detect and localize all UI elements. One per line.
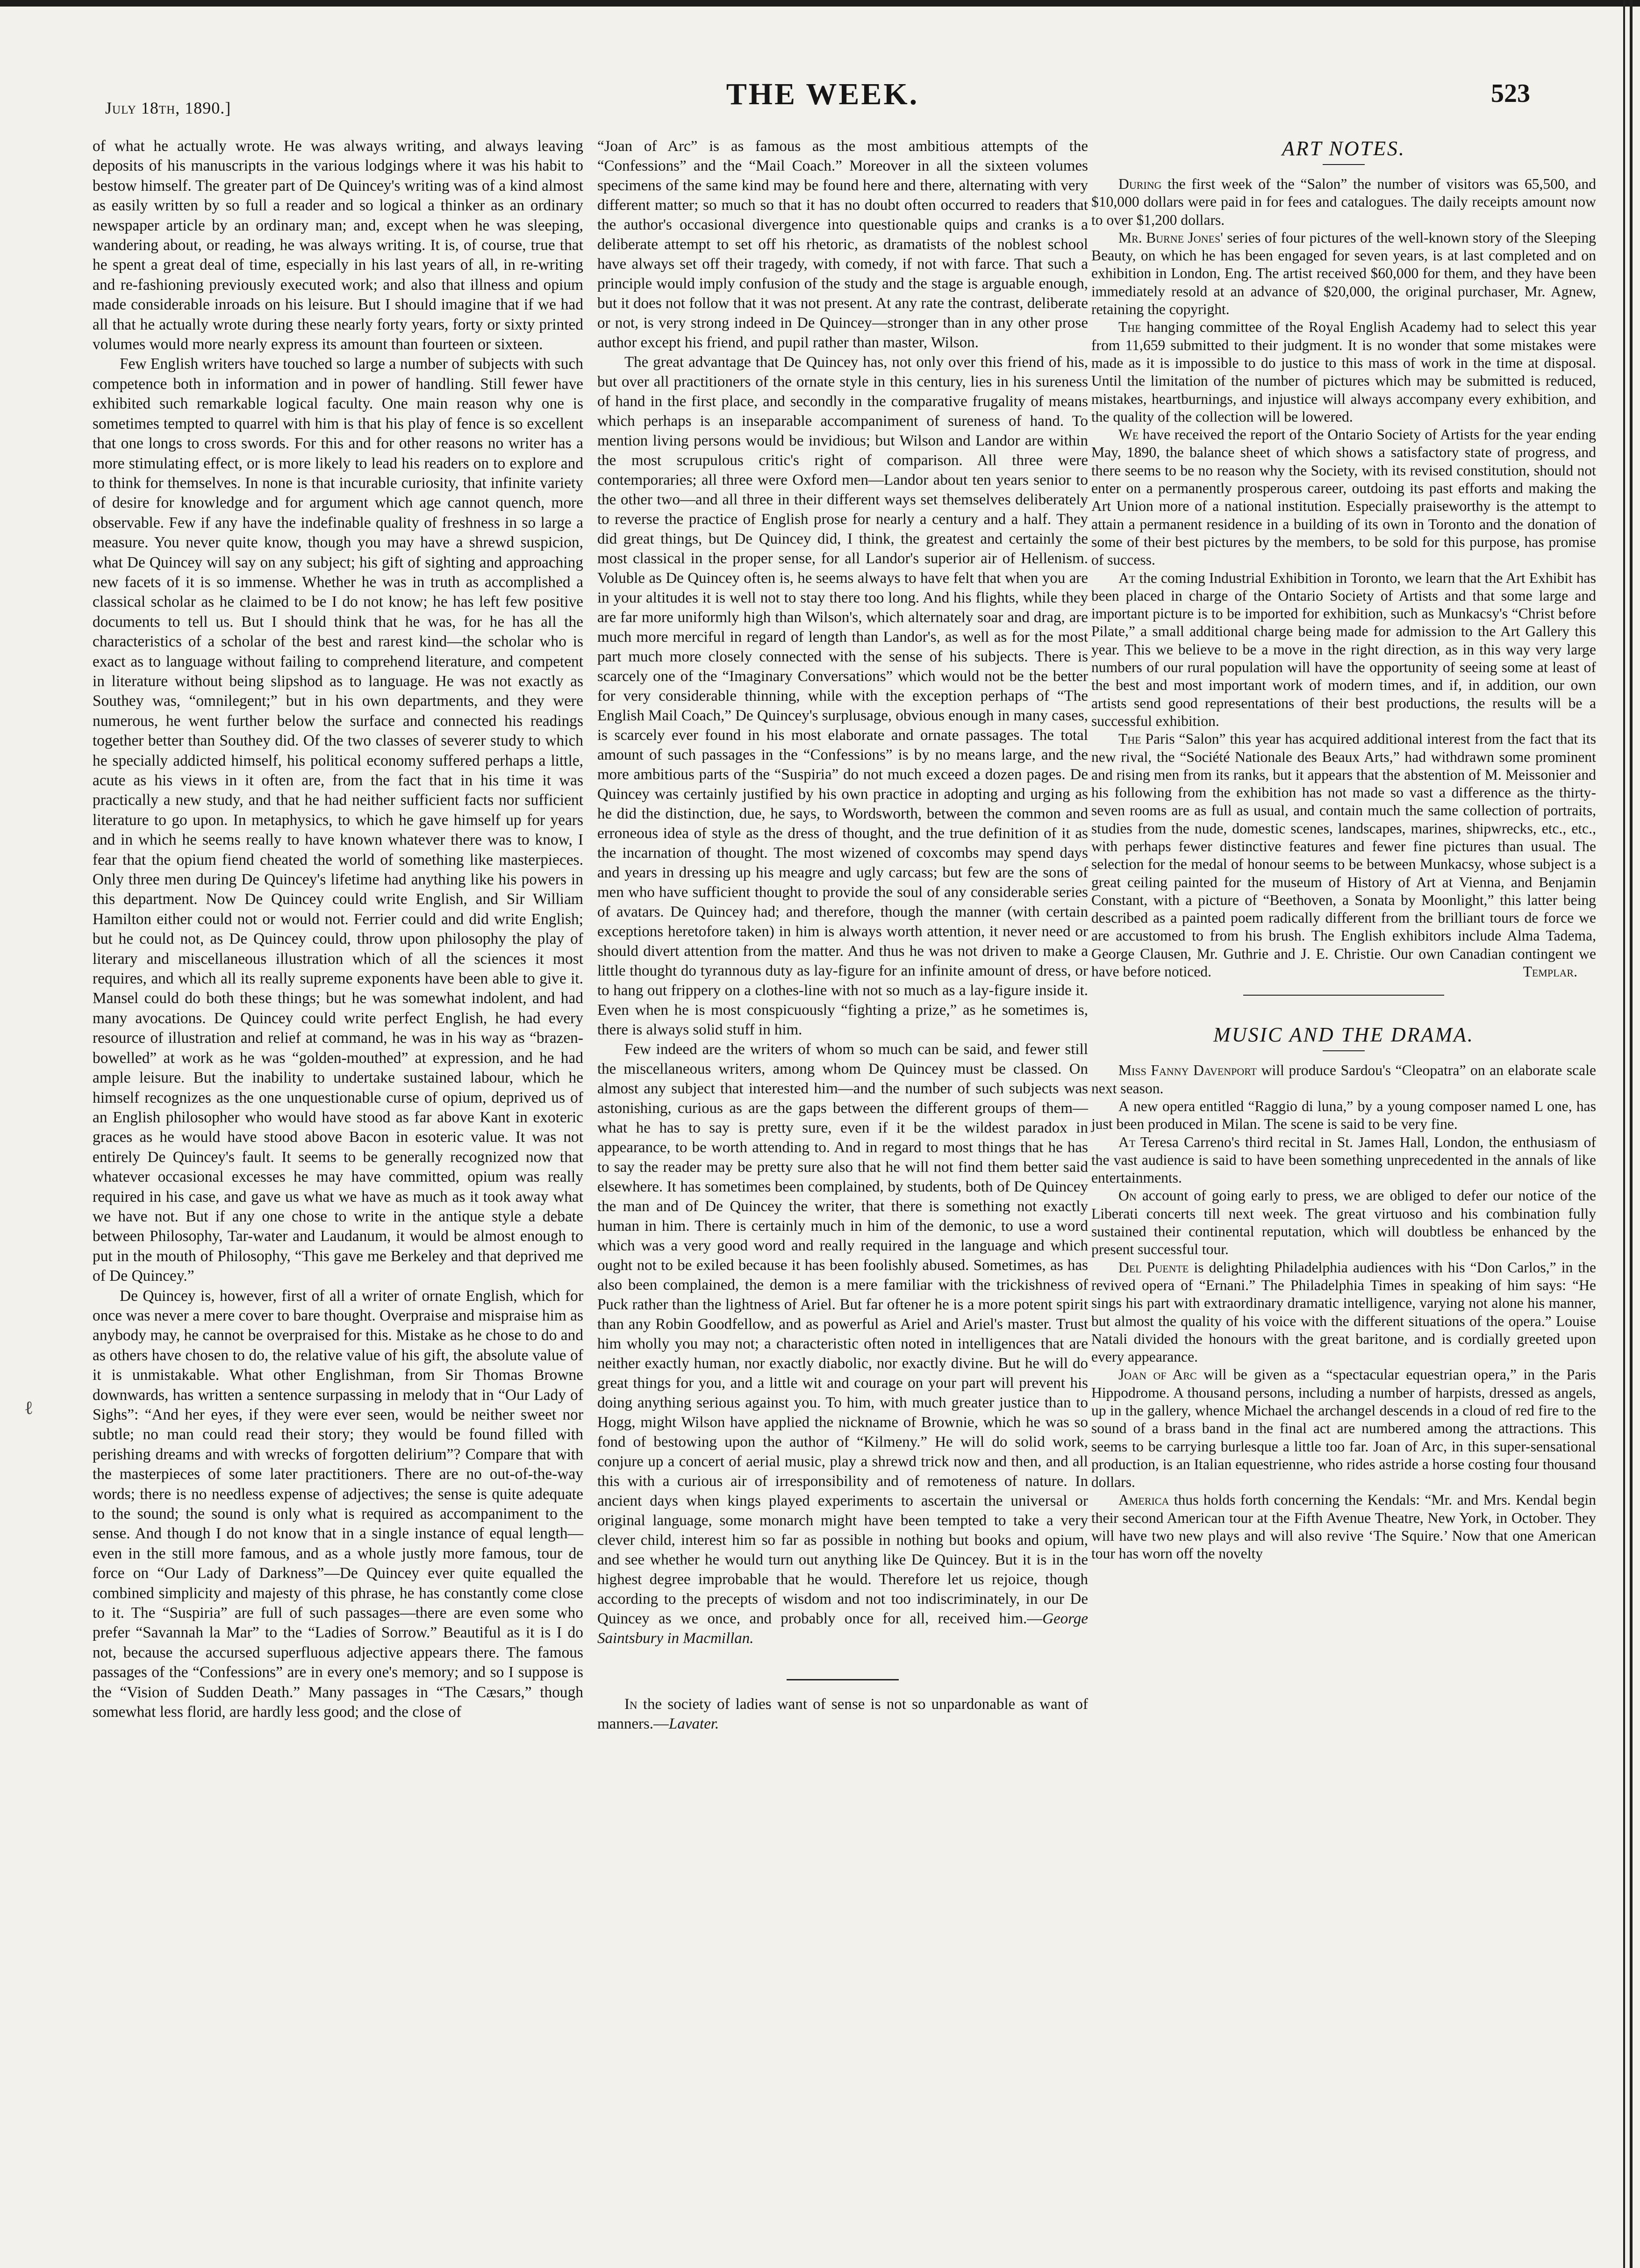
paragraph-text: Few indeed are the writers of whom so much can be said, and fewer still the miscellaneous writers, among whom De Quincey must be classed. On almost any subject that interested him—and the number of such subjects was astonishing, curious as are the gaps between the different groups of them—what he has to say is pretty sure, even if it be the wildest paradox in appearance, to be worth attending to. And in regard to most things that he has to say the reader may be pretty sure also that he will not find them better said elsewhere. It has sometimes been complained, by students, both of De Quincey the man and of De Quincey the writer, that there is something not exactly human in him. There is certainly much in him of the demonic, to use a word which was a very good word and really required in the language and which ought not to be exiled because it has been foolishly abused. Sometimes, as has also been complained, the demon is a mere familiar with the trickishness of Puck rather than the lightness of Ariel. But far oftener he is a more potent spirit than any Robin Goodfellow, and as powerful as Ariel and Ariel's master. Trust him wholly you may not; a characteristic often noted in intelligences that are neither exactly human, nor exactly diabolic, nor exactly divine. But he will do great things for you, and a little wit and courage on your part will prevent his doing anything serious against you. To him, with much greater justice than to Hogg, might Wilson have applied the nickname of Brownie, which he was so fond of bestowing upon the author of “Kilmeny.” He will do solid work, conjure up a concert of aerial music, play a shrewd trick now and then, and all this with a curious air of irresponsibility and of remoteness of nature. In ancient days when kings played experiments to ascertain the universal or original language, some monarch might have been tempted to take a very clever child, interest him so far as possible in nothing but books and opium, and see whether he would turn out anything like De Quincey. But it is in the highest degree improbable that he would. Therefore let us rejoice, though according to the precepts of wisdom and not too indiscriminately, in our De Quincey as we once, and probably once for all, received him.— — [597, 1041, 1088, 1627]
item-text: have received the report of the Ontario Society of Artists for the year ending May, 1890, the balance sheet of which shows a satisfactory state of progress, and there seems to be no reason why the Society, with its revised constitution, should not enter on a permanently prosperous career, outdoing its past efforts and making the Art Union more of a national institution. Especially praiseworthy is the attempt to attain a permanent residence in a building of its own in Toronto and the donation of some of their best pictures by the members, to be sold for this purpose, has promise of success. — [1091, 426, 1596, 568]
news-item — [1091, 318, 1596, 426]
publication-title: THE WEEK. — [726, 77, 919, 111]
divider — [1323, 1050, 1365, 1051]
paragraph: Few English writers have touched so large a number of subjects with such competence both in information and in power of handling. Still fewer have exhibited such remarkable logical faculty. One main reason why one is sometimes tempted to quarrel with him is that his play of fence is so excellent that one longs to cross swords. For this and for other reasons no writer has a more stimulating effect, or is more likely to lead his readers on to explore and to think for themselves. In none is that incurable curiosity, that infinite variety of desire for knowledge and for argument which age cannot quench, more observable. Few if any have the indefinable quality of freshness in so large a measure. You never quite know, though you may have a shrewd suspicion, what De Quincey will say on any subject; his gift of sighting and approaching new facets of it is so immense. Whether he was in truth as accomplished a classical scholar as he claimed to be I do not know; he has left few positive documents to tell us. But I should think that he was, for he has all the characteristics of a scholar of the best and rarest kind—the scholar who is exact as to language without failing to comprehend literature, and competent in literature without being slipshod as to language. He was not exactly as Southey was, “omnilegent;” but in his own departments, and they were numerous, he went further below the surface and connected his readings together better than Southey did. Of the two classes of severer study to which he specially addicted himself, his political economy suffered perhaps a little, acute as his views in it often are, from the fact that in his time it was practically a new study, and that he had neither sufficient facts nor sufficient literature to go upon. In metaphysics, to which he gave himself up for years and in which he seems really to have known whatever there was to know, I fear that the opium fiend cheated the world of something like masterpieces. Only three men during De Quincey's lifetime had anything like his powers in this department. Now De Quincey could write English, and Sir William Hamilton either could not or would not. Ferrier could and did write English; but he could not, as De Quincey could, throw upon philosophy the play of literary and miscellaneous illustration which of all the sciences it most requires, and which all its really supreme exponents have been able to give it. Mansel could do both these things; but he was somewhat indolent, and had many avocations. De Quincey could write perfect English, he had every resource of illustration and relief at command, he was in his way as “brazen-bowelled” at work as he was “golden-mouthed” at expression, and he had ample leisure. But the inability to undertake sustained labour, which he himself recognizes as the one unquestionable curse of opium, deprived us of an English philosopher who would have stood as far above Kant in exoteric graces as he would have stood above Bacon in esoteric value. It was not entirely De Quincey's fault. It seems to be generally recognized now that whatever occasional excesses he may have committed, opium was really required in his case, and gave us what we have as much as it took away what we have not. But if any one chose to write in the antique style a debate between Philosophy, Tar-water and Laudanum, it would be almost enough to put in the mouth of Philosophy, “This gave me Berkeley and that deprived me of De Quincey.” — [93, 355, 583, 1285]
quote-text: the society of ladies want of sense is not so unpardonable as want of manners.— — [597, 1696, 1088, 1732]
item-lead: We — [1118, 426, 1139, 443]
quote-lead: In — [624, 1696, 637, 1713]
news-item — [1091, 426, 1596, 569]
section-heading-music-drama: MUSIC AND THE DRAMA. — [1213, 1023, 1474, 1047]
quote-paragraph — [597, 1694, 1088, 1734]
news-item — [1091, 1491, 1596, 1563]
item-text: thus holds forth concerning the Kendals: “Mr. and Mrs. Kendal begin their second American tour at the Fifth Avenue Theatre, New York, in October. They will have two new plays and will also revive ‘The Squire.’ Now that one American tour has worn off the novelty — [1091, 1492, 1596, 1562]
paragraph: of what he actually wrote. He was always writing, and always leaving deposits of his manuscripts in the various lodgings where it was his habit to bestow himself. The greater part of De Quincey's writing was of a kind almost as easily written by so full a reader and so logical a thinker as an ordinary newspaper article by an ordinary man; and, except when he was sleeping, wandering about, or reading, he was always writing. It is, of course, true that he spent a great deal of time, especially in his last years of all, in re-writing and re-fashioning previously executed work; and also that illness and opium made considerable inroads on his leisure. But I should imagine that if we had all that he actually wrote during these nearly forty years, forty or sixty printed volumes would more nearly express its amount than fourteen or sixteen. — [93, 137, 583, 353]
item-text: the coming Industrial Exhibition in Toronto, we learn that the Art Exhibit has been placed in charge of the Ontario Society of Artists and that some large and important picture is to be imported for exhibition, such as Munkacsy's “Christ before Pilate,” a small additional charge being made for admission to the Art Gallery this year. This we believe to be a move in the right direction, as in this way very large numbers of our rural population will have the opportunity of seeing some at least of the best and most important work of modern times, and if, in addition, our own artists send good representations of their best productions, the results will be a successful exhibition. — [1091, 569, 1596, 729]
page-number: 523 — [1491, 79, 1530, 108]
paragraph — [597, 1040, 1088, 1648]
news-item — [1091, 1187, 1596, 1258]
news-item — [1091, 1259, 1596, 1366]
music-drama-list — [1091, 1062, 1596, 1563]
section-heading-art-notes: ART NOTES. — [1282, 137, 1405, 160]
author-signature: Templar. — [1523, 963, 1577, 980]
news-item — [1091, 1366, 1596, 1491]
issue-date: July 18th, 1890.] — [105, 99, 231, 117]
item-lead: Miss Fanny Davenport — [1118, 1062, 1257, 1079]
item-lead: The — [1118, 731, 1141, 747]
item-text: new opera entitled “Raggio di luna,” by a young composer named L one, has just been produced in Milan. The scene is said to be very fine. — [1091, 1098, 1596, 1133]
item-text: the first week of the “Salon” the number of visitors was 65,500, and $10,000 dollars were paid in for fees and catalogues. The daily receipts amount now to over $1,200 dollars. — [1091, 176, 1596, 228]
item-text: hanging committee of the Royal English Academy had to select this year from 11,659 submitted to their judgment. It is no wonder that some mistakes were made as it is impossible to do justice to this mass of work in the time at disposal. Until the limitation of the number of pictures which may be submitted is reduced, mistakes, heartburnings, and injustice will always accompany every exhibition, and the quality of the collection will be lowered. — [1091, 319, 1596, 425]
item-lead: The — [1118, 319, 1141, 336]
divider — [787, 1679, 899, 1680]
news-item — [1091, 1062, 1596, 1098]
item-text: is delighting Philadelphia audiences with his “Don Carlos,” in the revived opera of “Ernani.” The Philadelphia Times in speaking of him says: “He sings his part with extraordinary dramatic intelligence, varying not alone his manner, but almost the quality of his voice with the different situations of the opera.” Louise Natali divided the honours with the great baritone, and is cordially greeted upon every appearance. — [1091, 1259, 1596, 1365]
item-text: will produce Sardou's “Cleopatra” on an elaborate scale next season. — [1091, 1062, 1596, 1097]
page-header — [0, 70, 1640, 126]
item-lead: During — [1118, 176, 1162, 192]
item-text: Paris “Salon” this year has acquired additional interest from the fact that its new rival, the “Société Nationale des Beaux Arts,” had withdrawn some prominent and rising men from its ranks, but it appears that the abstention of M. Meissonier and his following from the exhibition has not made so vast a difference as the thirty-seven rooms are as full as usual, and contain much the same collection of portraits, studies from the nude, domestic scenes, landscapes, marines, shipwrecks, etc., etc., with perhaps fewer distinctive features and fewer fine pictures than usual. The selection for the medal of honour seems to be between Munkacsy, whose subject is a great ceiling painted for the museum of History of Art at Vienna, and Benjamin Constant, with a picture of “Beethoven, a Sonata by Moonlight,” this latter being described as a painted poem radically different from the brilliant tours de force we are accustomed to from his brush. The English exhibitors include Alma Tadema, George Clausen, Mr. Guthrie and J. E. Christie. Our own Canadian contingent we have before noticed. — [1091, 731, 1596, 980]
item-text: Teresa Carreno's third recital in St. James Hall, London, the enthusiasm of the vast audience is said to have been something unprecedented in the annals of like entertainments. — [1091, 1134, 1596, 1186]
item-lead: A — [1118, 1098, 1129, 1114]
item-text: will be given as a “spectacular equestrian opera,” in the Paris Hippodrome. A thousand persons, including a number of harpists, dressed as angels, up in the gallery, whence Michael the archangel descends in a cloud of red fire to the sound of a brass band in the final act are numbered among the attractions. This seems to be carrying burlesque a little too far. Joan of Arc, in this super-sensational production, is an Italian equestrienne, who rides astride a horse costing four thousand dollars. — [1091, 1366, 1596, 1491]
column-left — [93, 136, 583, 1723]
paragraph: The great advantage that De Quincey has, not only over this friend of his, but over all practitioners of the ornate style in this century, lies in his sureness of hand in the first place, and secondly in the comparative frugality of means which perhaps is an inseparable accompaniment of sureness of hand. To mention living persons would be invidious; but Wilson and Landor are within the most scrupulous critic's right of comparison. All three were contemporaries; all three were Oxford men—Landor about ten years senior to the other two—and all three in their different ways set themselves deliberately to reverse the practice of English prose for nearly a century and a half. They did great things, but De Quincey did, I think, the greatest and certainly the most classical in the proper sense, for all Landor's superior air of Hellenism. Voluble as De Quincey often is, he seems always to have felt that when you are in your altitudes it is well not to stay there too long. And his flights, while they are far more uniformly high than Wilson's, which alternately soar and drag, are much more merciful in regard of length than Landor's, as well as for the most part much more closely connected with the sense of his subjects. There is scarcely one of the “Imaginary Conversations” which would not be the better for very considerable thinning, while with the exception perhaps of “The English Mail Coach,” De Quincey's surplusage, obvious enough in many cases, is scarcely ever found in his most elaborate and ornate passages. The total amount of such passages in the “Confessions” is by no means large, and the more ambitious parts of the “Suspiria” do not much exceed a dozen pages. De Quincey was certainly justified by his own practice in adopting and urging as he did the distinction, due, he says, to Wordsworth, between the common and erroneous idea of style as the dress of thought, and the true definition of it as the incarnation of thought. The most wizened of coxcombs may spend days and years in dressing up his meagre and ugly carcass; but few are the sons of men who have sufficient thought to provide the soul of any considerable series of avatars. De Quincey had; and therefore, though the manner (with certain exceptions heretofore taken) in him is always worth attention, it never need or should divert attention from the matter. And thus he was not driven to make a little thought do tyrannous duty as lay-figure for an infinite amount of dress, or to hang out frippery on a clothes-line with not so much as a lay-figure inside it. Even when he is most conspicuously “fighting a prize,” as he sometimes is, there is always solid stuff in him. — [597, 354, 1088, 1038]
news-item — [1091, 1098, 1596, 1134]
news-item — [1091, 175, 1596, 229]
margin-mark: ℓ — [24, 1397, 34, 1418]
scan-edge-top — [0, 0, 1640, 28]
news-item — [1091, 229, 1596, 318]
item-text: account of going early to press, we are obliged to defer our notice of the Liberati concerts till next week. The great virtuoso and his combination fully sustained their continental reputation, which will doubtless be enhanced by the present successful tour. — [1091, 1187, 1596, 1258]
item-lead: America — [1118, 1492, 1169, 1508]
item-lead: Mr. Burne Jones' — [1118, 229, 1223, 246]
scan-edge-right — [1619, 0, 1640, 2268]
news-item — [1091, 1134, 1596, 1187]
article-byline: George Saintsbury in Macmillan. — [597, 1610, 1088, 1647]
quote-author: Lavater. — [669, 1715, 719, 1732]
item-lead: At — [1118, 569, 1136, 586]
column-right — [1091, 136, 1596, 1563]
item-lead: Joan of Arc — [1118, 1366, 1197, 1383]
item-lead: Del Puente — [1118, 1259, 1189, 1276]
art-notes-list — [1091, 175, 1596, 981]
news-item — [1091, 730, 1596, 981]
item-lead: At — [1118, 1134, 1136, 1150]
news-item — [1091, 569, 1596, 731]
item-lead: On — [1118, 1187, 1137, 1204]
column-middle — [597, 136, 1088, 1734]
paragraph: De Quincey is, however, first of all a writer of ornate English, which for once was never a mere cover to bare thought. Overpraise and mispraise him as anybody may, he cannot be overpraised for this. Mistake as he chose to do and as others have chosen to do, the relative value of his gift, the absolute value of it is unmistakable. What other Englishman, from Sir Thomas Browne downwards, has written a sentence surpassing in melody that in “Our Lady of Sighs”: “And her eyes, if they were ever seen, would be neither sweet nor subtle; no man could read their story; they would be found filled with perishing dreams and with wrecks of forgotten delirium”? Compare that with the masterpieces of some later practitioners. There are no out-of-the-way words; there is no needless expense of adjectives; the sense is quite adequate to the sound; the sound is only what is required as accompaniment to the sense. And though I do not know that in a single instance of equal length—even in the still more famous, and as a whole justly more famous, tour de force on “Our Lady of Darkness”—De Quincey ever quite equalled the combined simplicity and majesty of this phrase, he has constantly come close to it. The “Suspiria” are full of such passages—there are even some who prefer “Savannah la Mar” to the “Ladies of Sorrow.” Beautiful as it is I do not, because the accursed superfluous adjective appears there. The famous passages of the “Confessions” are in every one's memory; and so I suppose is the “Vision of Sudden Death.” Many passages in “The Cæsars,” though somewhat less florid, are hardly less good; and the close of — [93, 1287, 583, 1721]
paragraph: “Joan of Arc” is as famous as the most ambitious attempts of the “Confessions” and the “Mail Coach.” Moreover in all the sixteen volumes specimens of the same kind may be found here and there, alternating with very different matter; so much so that it has no doubt often occurred to readers that the author's occasional divergence into questionable quips and cranks is a deliberate attempt to set off his rhetoric, as dramatists of the noblest school have always set off their tragedy, with comedy, if not with farce. That such a principle would imply confusion of the study and the stage is arguable enough, but it does not follow that it was not present. At any rate the contrast, deliberate or not, is very strong indeed in De Quincey—stronger than in any other prose author except his friend, and pupil rather than master, Wilson. — [597, 138, 1088, 351]
divider — [1323, 164, 1365, 165]
item-text: series of four pictures of the well-known story of the Sleeping Beauty, on which he has been engaged for seven years, is at last completed and on exhibition in London, Eng. The artist received $60,000 for them, and they have been immediately resold at an advance of $20,000, the original purchaser, Mr. Agnew, retaining the copyright. — [1091, 229, 1597, 318]
